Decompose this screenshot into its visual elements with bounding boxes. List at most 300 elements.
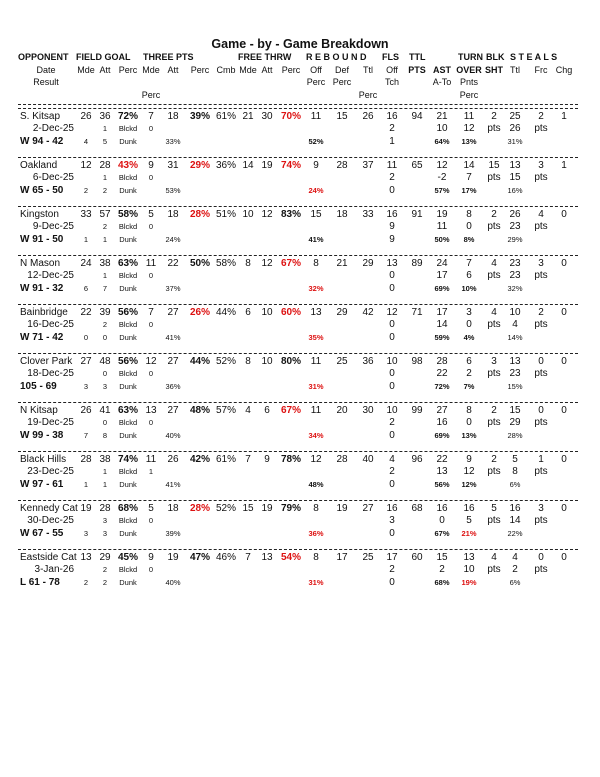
header-cell: AST [433, 65, 451, 75]
stat-stl-sub: 14 [509, 515, 521, 526]
stat-fgp: 63% [117, 405, 139, 416]
stat-fta: 6 [264, 405, 270, 416]
stat-cmb: 44% [215, 307, 237, 318]
stat-pts: 68 [411, 503, 423, 514]
row-divider [18, 206, 578, 207]
stat-tpp: 42% [189, 454, 211, 465]
game-date: 3-Jan-26 [34, 564, 74, 575]
stat-fta: 30 [261, 111, 273, 122]
stat-cmb: 52% [215, 503, 237, 514]
stat-ftm: 21 [242, 111, 254, 122]
stat-ftp: 78% [280, 454, 302, 465]
stat-tpa: 27 [167, 307, 179, 318]
stat-fta: 10 [261, 356, 273, 367]
opponent-name: Oakland [20, 160, 58, 171]
label-pts: pts [534, 172, 548, 183]
label-pts: pts [487, 466, 501, 477]
stat-blocked-num: 0 [148, 271, 154, 280]
opponent-name: S. Kitsap [20, 111, 61, 122]
stat-def: 18 [336, 209, 348, 220]
header-cell: Date [36, 65, 56, 75]
stat-stl: 13 [509, 356, 521, 367]
stat-stl: 26 [509, 209, 521, 220]
stat-to: 11 [463, 111, 475, 122]
stat-steal-perc: 22% [507, 529, 523, 538]
game-date: 2-Dec-25 [32, 123, 74, 134]
header-cell: Off [310, 65, 322, 75]
stat-steal-perc: 28% [507, 431, 523, 440]
stat-dunk-a: 1 [83, 235, 89, 244]
stat-stl-sub: 23 [509, 368, 521, 379]
header-cell: Att [167, 65, 179, 75]
opponent-name: N Mason [20, 258, 61, 269]
stat-fga: 39 [99, 307, 111, 318]
stat-steal-perc: 6% [509, 480, 521, 489]
stat-ast: 22 [436, 454, 448, 465]
row-divider [18, 304, 578, 305]
stat-fls-sub: 2 [389, 564, 395, 575]
stat-stl-sub: 26 [509, 123, 521, 134]
label-blocked: Blckd [118, 271, 138, 280]
stat-fgp: 58% [117, 209, 139, 220]
stat-dunk-a: 4 [83, 137, 89, 146]
stat-dunk-a: 2 [83, 578, 89, 587]
stat-def: 29 [336, 307, 348, 318]
row-divider [18, 353, 578, 354]
game-date: 19-Dec-25 [27, 417, 74, 428]
label-dunk: Dunk [119, 431, 137, 440]
stat-fgm: 12 [80, 160, 92, 171]
header-cell: Ttl [510, 65, 520, 75]
stat-chg: 0 [561, 405, 567, 416]
stat-tpa: 18 [167, 111, 179, 122]
stat-frc: 3 [538, 503, 544, 514]
stat-ftp: 60% [280, 307, 302, 318]
stat-fta: 9 [264, 454, 270, 465]
label-blocked: Blckd [118, 418, 138, 427]
stat-def: 20 [336, 405, 348, 416]
stat-tpa: 31 [167, 160, 179, 171]
stat-ast-sub: 22 [436, 368, 448, 379]
stat-over-pts: 19% [461, 578, 477, 587]
label-dunk: Dunk [119, 186, 137, 195]
stat-fls-sub: 2 [389, 172, 395, 183]
stat-tpa: 18 [167, 503, 179, 514]
row-divider [18, 500, 578, 501]
stat-pts: 91 [411, 209, 423, 220]
stat-ast-to: 64% [434, 137, 450, 146]
stat-ast-to: 68% [434, 578, 450, 587]
stat-fta: 19 [261, 160, 273, 171]
header-cell: Perc [281, 65, 301, 75]
stat-dunk-a: 3 [83, 382, 89, 391]
stat-blocked-made: 0 [102, 369, 108, 378]
stat-def: 25 [336, 356, 348, 367]
stat-off-touch: 0 [389, 185, 395, 196]
stat-frc: 3 [538, 160, 544, 171]
stat-ast-to: 69% [434, 284, 450, 293]
label-pts: pts [534, 515, 548, 526]
label-blocked: Blckd [118, 467, 138, 476]
stat-to-sub: 12 [463, 123, 475, 134]
header-cell: Chg [555, 65, 573, 75]
label-dunk: Dunk [119, 529, 137, 538]
header-group: FIELD GOAL [76, 52, 131, 62]
stat-chg: 0 [561, 307, 567, 318]
stat-off-reb-perc: 48% [308, 480, 324, 489]
stat-pts: 98 [411, 356, 423, 367]
stat-ttl: 30 [362, 405, 374, 416]
stat-to-sub: 5 [466, 515, 472, 526]
stat-off: 9 [313, 160, 319, 171]
stat-blocked-made: 1 [102, 467, 108, 476]
game-result: W 91 - 32 [20, 283, 64, 294]
label-blocked: Blckd [118, 222, 138, 231]
stat-dunk-b: 1 [102, 480, 108, 489]
stat-chg: 0 [561, 209, 567, 220]
stat-ftp: 74% [280, 160, 302, 171]
label-dunk: Dunk [119, 235, 137, 244]
stat-off-reb-perc: 24% [308, 186, 324, 195]
stat-fls: 10 [386, 356, 398, 367]
stat-dunk-b: 2 [102, 186, 108, 195]
header-cell: Att [261, 65, 273, 75]
header-group: TURN [458, 52, 483, 62]
stat-off-touch: 0 [389, 283, 395, 294]
page-title: Game - by - Game Breakdown [211, 37, 389, 51]
header-cell: Frc [534, 65, 548, 75]
stat-to: 6 [466, 356, 472, 367]
stat-off-touch: 0 [389, 528, 395, 539]
stat-cmb: 46% [215, 552, 237, 563]
header-cell: Mde [239, 65, 257, 75]
stat-fls-sub: 9 [389, 221, 395, 232]
stat-stl-sub: 4 [512, 319, 518, 330]
stat-dunk-a: 0 [83, 333, 89, 342]
game-date: 23-Dec-25 [27, 466, 74, 477]
stat-ftp: 67% [280, 258, 302, 269]
stat-ast-sub: -2 [437, 172, 447, 183]
stat-fta: 12 [261, 258, 273, 269]
stat-over-pts: 12% [461, 480, 477, 489]
stat-chg: 0 [561, 503, 567, 514]
stat-pts: 89 [411, 258, 423, 269]
stat-off-touch: 0 [389, 430, 395, 441]
stat-frc: 0 [538, 552, 544, 563]
stat-fta: 12 [261, 209, 273, 220]
header-cell: SHT [485, 65, 503, 75]
stat-ttl: 27 [362, 503, 374, 514]
header-cell: Ttl [363, 65, 373, 75]
game-result: W 94 - 42 [20, 136, 64, 147]
label-pts: pts [534, 368, 548, 379]
header-group: OPPONENT [18, 52, 69, 62]
stat-sht: 3 [491, 356, 497, 367]
label-pts: pts [487, 564, 501, 575]
stat-fgp: 56% [117, 307, 139, 318]
stat-off-touch: 0 [389, 332, 395, 343]
stat-blocked-num: 0 [148, 418, 154, 427]
stat-off: 11 [310, 111, 322, 122]
stat-tpm: 13 [145, 405, 157, 416]
stat-to: 13 [463, 552, 475, 563]
stat-ast: 16 [436, 503, 448, 514]
stat-tpa: 27 [167, 356, 179, 367]
stat-off-reb-perc: 31% [308, 382, 324, 391]
stat-ttl: 25 [362, 552, 374, 563]
stat-fls-sub: 2 [389, 123, 395, 134]
stat-pts: 71 [411, 307, 423, 318]
stat-fgm: 24 [80, 258, 92, 269]
stat-tpm: 7 [148, 111, 154, 122]
stat-ast-sub: 17 [436, 270, 448, 281]
game-date: 12-Dec-25 [27, 270, 74, 281]
stat-off-touch: 1 [389, 136, 395, 147]
stat-stl-sub: 29 [509, 417, 521, 428]
stat-sht: 2 [491, 209, 497, 220]
stat-tpa: 19 [167, 552, 179, 563]
stat-over-pts: 13% [461, 137, 477, 146]
stat-to-sub: 2 [466, 368, 472, 379]
stat-off-touch: 0 [389, 479, 395, 490]
stat-dunk-b: 5 [102, 137, 108, 146]
game-date: 9-Dec-25 [32, 221, 74, 232]
stat-fls: 11 [386, 160, 398, 171]
header-cell: Att [99, 65, 111, 75]
stat-chg: 1 [561, 111, 567, 122]
stat-to-sub: 7 [466, 172, 472, 183]
stat-steal-perc: 16% [507, 186, 523, 195]
stat-fgm: 26 [80, 111, 92, 122]
stat-ast-sub: 11 [436, 221, 448, 232]
stat-stl: 10 [509, 307, 521, 318]
stat-ast: 12 [436, 160, 448, 171]
row-divider [18, 402, 578, 403]
stat-off-touch: 0 [389, 577, 395, 588]
game-result: W 99 - 38 [20, 430, 64, 441]
stat-tpm: 11 [145, 454, 157, 465]
stat-off: 12 [310, 454, 322, 465]
stat-ttl: 37 [362, 160, 374, 171]
stat-blocked-made: 1 [102, 124, 108, 133]
stat-fls-sub: 0 [389, 368, 395, 379]
opponent-name: Clover Park [20, 356, 73, 367]
stat-chg: 0 [561, 258, 567, 269]
label-pts: pts [487, 221, 501, 232]
label-dunk: Dunk [119, 137, 137, 146]
stat-off-touch: 9 [389, 234, 395, 245]
stat-off-reb-perc: 35% [308, 333, 324, 342]
stat-def: 28 [336, 454, 348, 465]
stat-steal-perc: 6% [509, 578, 521, 587]
label-blocked: Blckd [118, 369, 138, 378]
stat-ftm: 14 [242, 160, 254, 171]
stat-ftm: 7 [245, 552, 251, 563]
game-result: 105 - 69 [20, 381, 57, 392]
stat-ftm: 4 [245, 405, 251, 416]
stat-three-perc: 40% [165, 578, 181, 587]
stat-tpm: 9 [148, 160, 154, 171]
stat-to-sub: 0 [466, 221, 472, 232]
stat-fls-sub: 3 [389, 515, 395, 526]
stat-off-reb-perc: 32% [308, 284, 324, 293]
stat-three-perc: 37% [165, 284, 181, 293]
game-result: L 61 - 78 [20, 577, 60, 588]
stat-fls-sub: 2 [389, 417, 395, 428]
stat-stl-sub: 23 [509, 221, 521, 232]
stat-over-pts: 8% [463, 235, 475, 244]
stat-three-perc: 24% [165, 235, 181, 244]
stat-fgp: 45% [117, 552, 139, 563]
stat-fga: 28 [99, 503, 111, 514]
stat-fgm: 27 [80, 356, 92, 367]
stat-def: 17 [336, 552, 348, 563]
stat-tpa: 26 [167, 454, 179, 465]
stat-def: 21 [336, 258, 348, 269]
stat-ast: 28 [436, 356, 448, 367]
stat-blocked-num: 0 [148, 124, 154, 133]
stat-ast-sub: 10 [436, 123, 448, 134]
stat-over-pts: 7% [463, 382, 475, 391]
stat-to: 8 [466, 209, 472, 220]
game-result: W 71 - 42 [20, 332, 64, 343]
stat-ast-sub: 13 [436, 466, 448, 477]
stat-ast-to: 57% [434, 186, 450, 195]
opponent-name: Bainbridge [20, 307, 68, 318]
stat-blocked-num: 1 [148, 467, 154, 476]
stat-over-pts: 4% [463, 333, 475, 342]
stat-blocked-made: 2 [102, 222, 108, 231]
stat-tpp: 26% [189, 307, 211, 318]
stat-tpp: 50% [189, 258, 211, 269]
header-cell: Perc [332, 77, 352, 87]
game-date: 16-Dec-25 [27, 319, 74, 330]
stat-tpp: 28% [189, 503, 211, 514]
label-blocked: Blckd [118, 173, 138, 182]
stat-three-perc: 41% [165, 333, 181, 342]
header-cell: Perc [358, 90, 378, 100]
game-result: W 65 - 50 [20, 185, 64, 196]
row-divider [18, 255, 578, 256]
stat-three-perc: 39% [165, 529, 181, 538]
stat-ast-to: 59% [434, 333, 450, 342]
stat-blocked-made: 0 [102, 418, 108, 427]
stat-sht: 2 [491, 454, 497, 465]
stat-blocked-made: 2 [102, 565, 108, 574]
header-group: FREE THRW [238, 52, 292, 62]
stat-fls: 4 [389, 454, 395, 465]
label-blocked: Blckd [118, 124, 138, 133]
stat-frc: 3 [538, 258, 544, 269]
label-dunk: Dunk [119, 480, 137, 489]
opponent-name: Kingston [20, 209, 59, 220]
label-pts: pts [534, 319, 548, 330]
stat-cmb: 58% [215, 258, 237, 269]
stat-ftp: 54% [280, 552, 302, 563]
stat-ftp: 79% [280, 503, 302, 514]
label-pts: pts [487, 515, 501, 526]
header-cell: Cmb [216, 65, 236, 75]
stat-steal-perc: 15% [507, 382, 523, 391]
stat-pts: 99 [411, 405, 423, 416]
stat-fga: 38 [99, 258, 111, 269]
stat-fgp: 56% [117, 356, 139, 367]
stat-fls: 10 [386, 405, 398, 416]
label-pts: pts [487, 319, 501, 330]
header-cell: Result [33, 77, 59, 87]
stat-cmb: 51% [215, 209, 237, 220]
stat-dunk-b: 0 [102, 333, 108, 342]
stat-fgp: 74% [117, 454, 139, 465]
stat-blocked-num: 0 [148, 173, 154, 182]
label-pts: pts [534, 270, 548, 281]
stat-pts: 94 [411, 111, 423, 122]
label-dunk: Dunk [119, 578, 137, 587]
stat-tpm: 5 [148, 209, 154, 220]
stat-off: 15 [310, 209, 322, 220]
stat-to-sub: 10 [463, 564, 475, 575]
stat-steal-perc: 32% [507, 284, 523, 293]
stat-ftm: 10 [242, 209, 254, 220]
game-date: 18-Dec-25 [27, 368, 74, 379]
stat-to-sub: 0 [466, 417, 472, 428]
stat-fta: 10 [261, 307, 273, 318]
header-cell: Off [386, 65, 398, 75]
stat-dunk-a: 2 [83, 186, 89, 195]
header-cell: Def [334, 65, 350, 75]
header-group: S T E A L S [510, 52, 558, 62]
stat-frc: 0 [538, 405, 544, 416]
stat-fls: 17 [386, 552, 398, 563]
stat-frc: 2 [538, 111, 544, 122]
stat-cmb: 52% [215, 356, 237, 367]
stat-chg: 0 [561, 356, 567, 367]
header-cell: Mde [77, 65, 95, 75]
stat-fgm: 13 [80, 552, 92, 563]
stat-stl-sub: 15 [509, 172, 521, 183]
stat-stl: 15 [509, 405, 521, 416]
stat-to: 16 [463, 503, 475, 514]
stat-to: 14 [463, 160, 475, 171]
stat-tpa: 27 [167, 405, 179, 416]
stat-ast-to: 69% [434, 431, 450, 440]
stat-sht: 2 [491, 111, 497, 122]
stat-ttl: 40 [362, 454, 374, 465]
stat-stl: 23 [509, 258, 521, 269]
stat-to: 3 [466, 307, 472, 318]
label-dunk: Dunk [119, 284, 137, 293]
stat-sht: 4 [491, 552, 497, 563]
stat-ast: 17 [436, 307, 448, 318]
stat-frc: 2 [538, 307, 544, 318]
stat-blocked-made: 1 [102, 173, 108, 182]
stat-to: 9 [466, 454, 472, 465]
stat-ftp: 67% [280, 405, 302, 416]
header-group: BLK [486, 52, 505, 62]
stat-ttl: 33 [362, 209, 374, 220]
stat-pts: 60 [411, 552, 423, 563]
stat-dunk-a: 7 [83, 431, 89, 440]
stat-blocked-made: 2 [102, 320, 108, 329]
stat-fgm: 28 [80, 454, 92, 465]
header-cell: Perc [190, 65, 210, 75]
stat-off: 8 [313, 503, 319, 514]
stat-frc: 1 [538, 454, 544, 465]
stat-fga: 57 [99, 209, 111, 220]
stat-fga: 28 [99, 160, 111, 171]
stat-off: 13 [310, 307, 322, 318]
stat-stl-sub: 8 [512, 466, 518, 477]
